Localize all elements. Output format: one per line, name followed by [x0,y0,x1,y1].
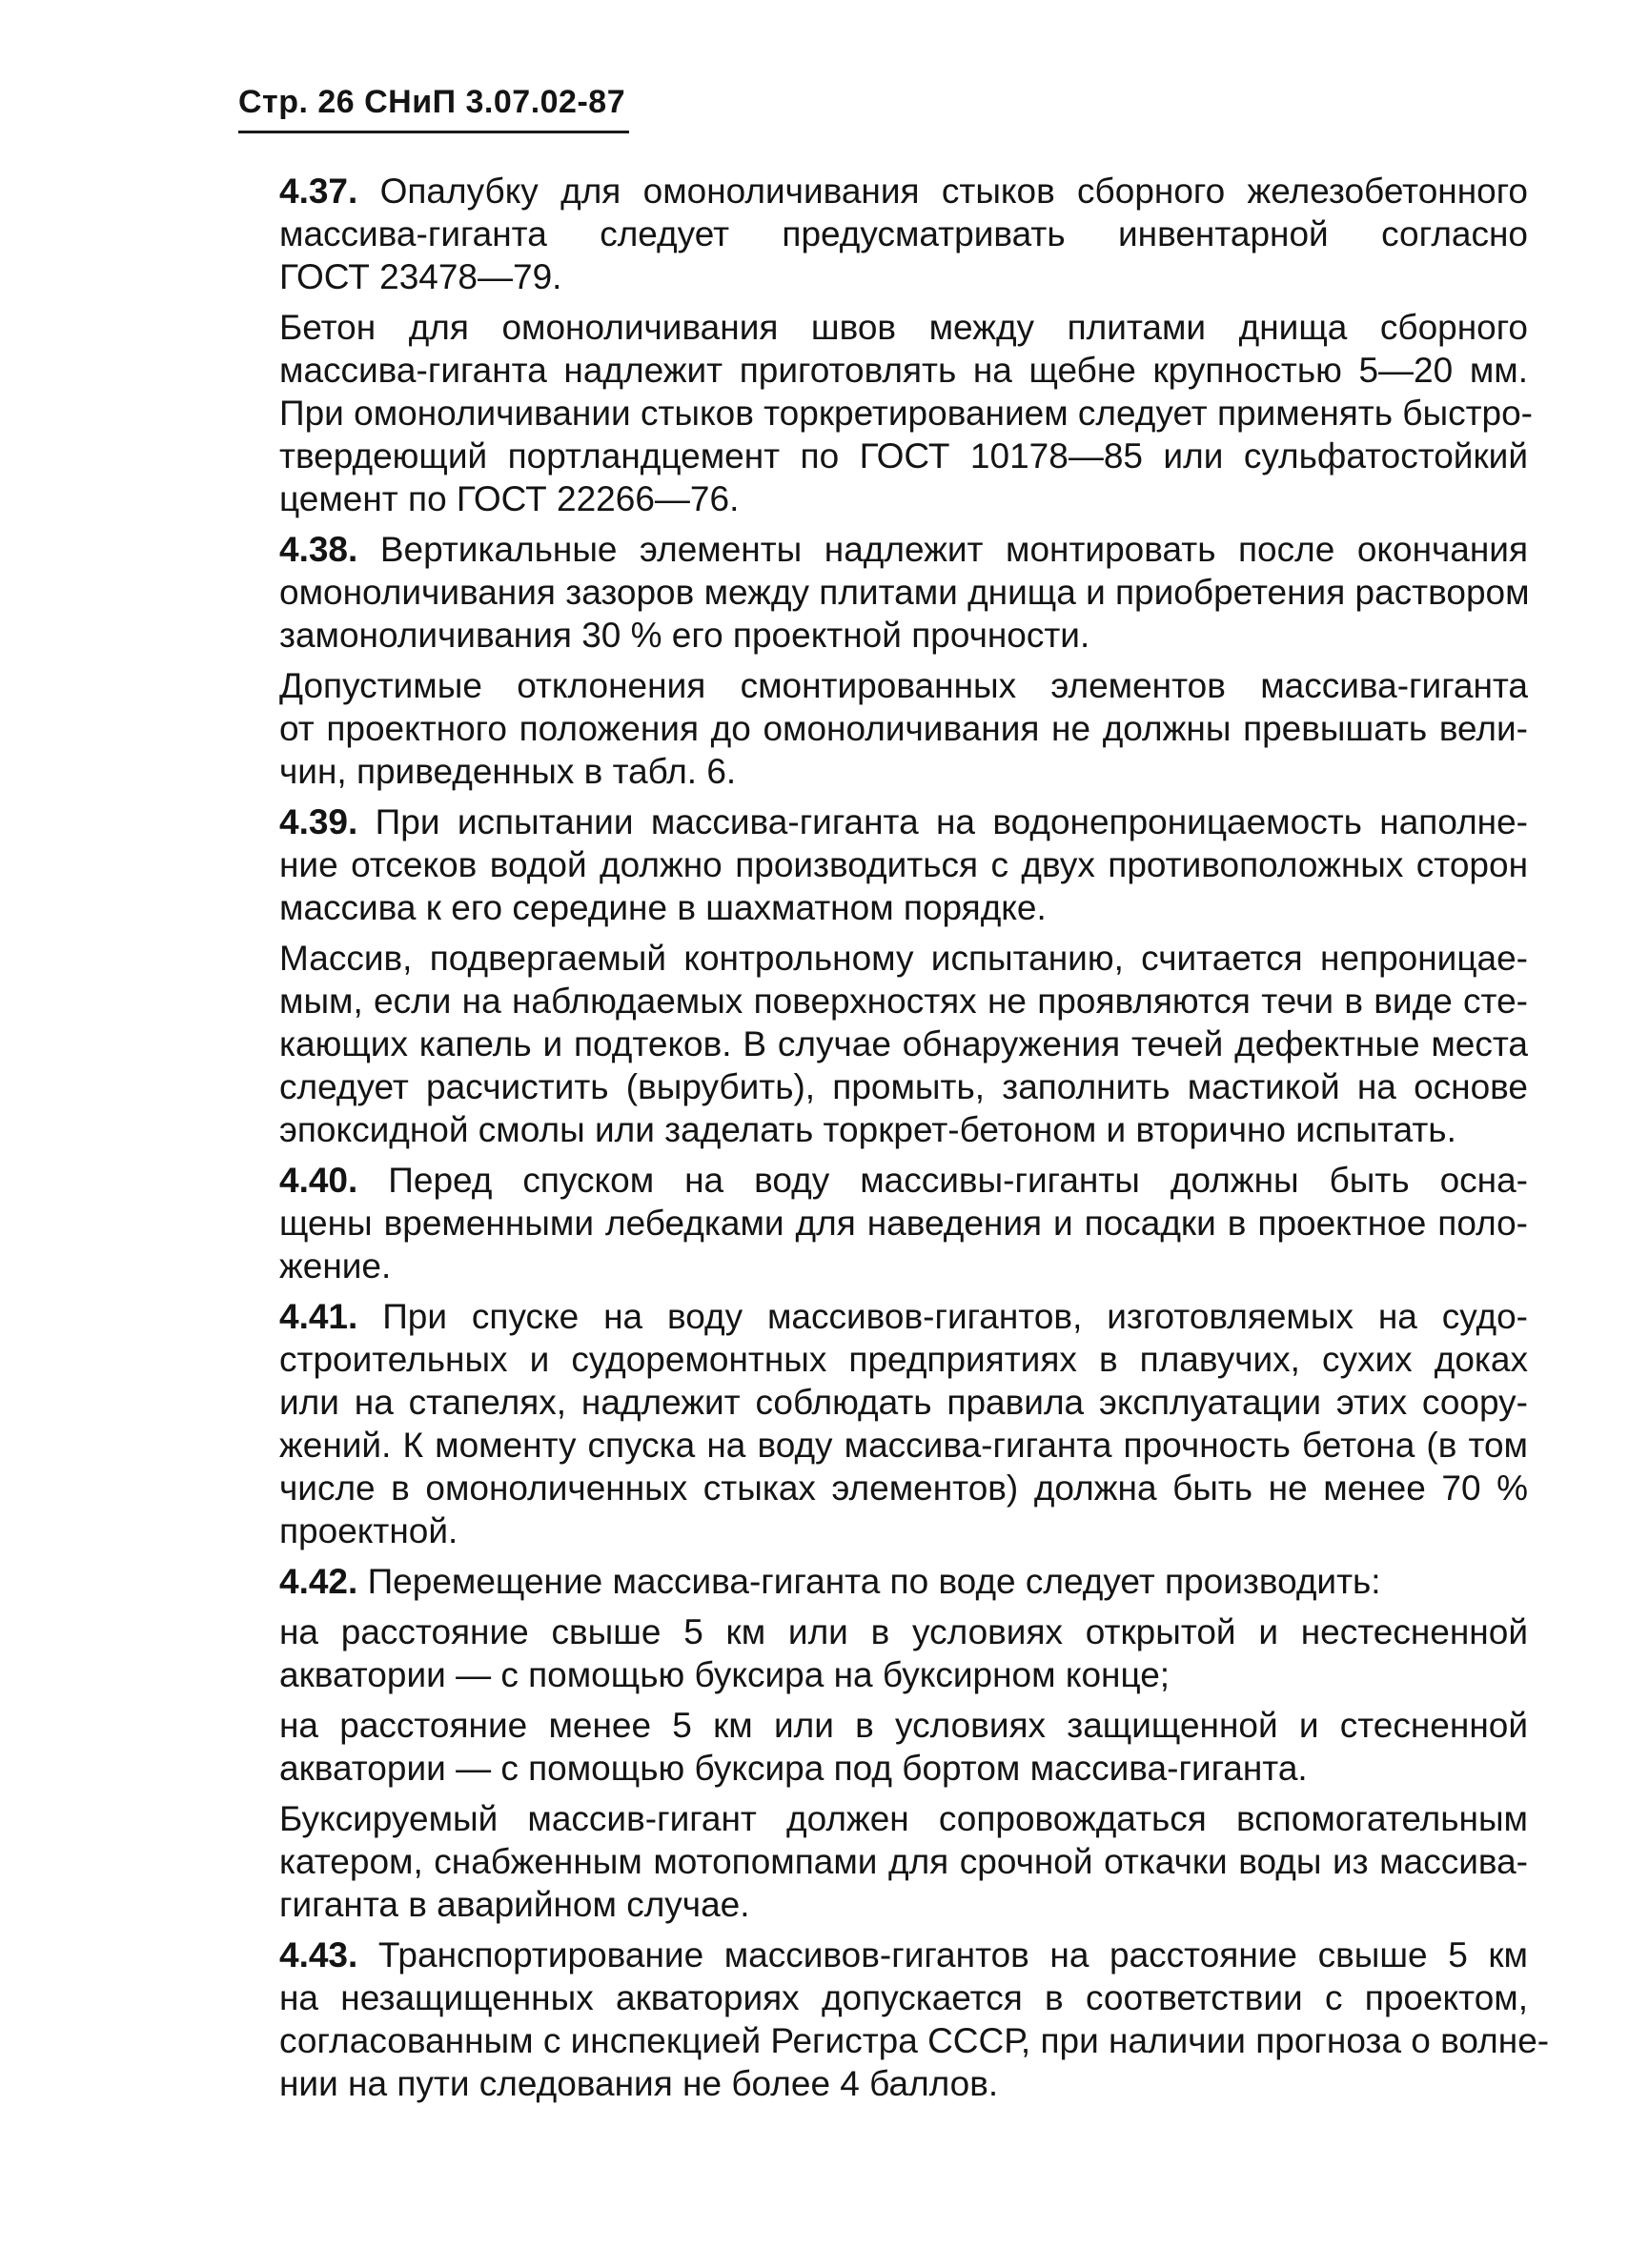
text-line [232,1509,1528,1552]
text-line [232,707,1528,750]
paragraph [232,1704,1528,1790]
line-text: массива-гиганта надлежит приготовлять на щебне крупностью 5—20 мм. [279,351,1528,390]
clause-number: 4.42. [279,1562,358,1601]
text-line [232,213,1528,255]
text-line [232,1381,1528,1424]
document-body [232,170,1550,2113]
line-text: Массив, подвергаемый контрольному испытанию, считается непроницае- [279,939,1528,978]
text-line [232,1883,1528,1926]
line-text: Вертикальные элементы надлежит монтировать после окончания [379,530,1528,569]
line-text: Допустимые отклонения смонтированных элементов массива-гиганта [279,666,1528,705]
line-text: массива-гиганта следует предусматривать инвентарной согласно [279,214,1528,253]
line-text: щены временными лебедками для наведения и посадки в проектное поло- [279,1204,1528,1243]
text-line [232,1653,1528,1696]
line-text: ние отсеков водой должно производиться с двух противоположных сторон [279,845,1528,884]
text-line [232,571,1528,614]
clause-paragraph [232,1934,1550,2105]
line-text: Транспортирование массивов-гигантов на расстояние свыше 5 км [377,1935,1528,1974]
line-text: от проектного положения до омоноличивания не должны превышать вели- [279,709,1528,748]
text-line [232,980,1528,1023]
text-line [232,1159,1528,1202]
paragraph [232,306,1533,520]
clause-paragraph [232,1295,1528,1552]
text-line [232,843,1528,886]
line-text: мым, если на наблюдаемых поверхностях не проявляются течи в виде сте- [279,982,1528,1021]
clause-paragraph [232,528,1528,657]
line-text: Бетон для омоноличивания швов между плитами днища сборного [279,308,1528,347]
text-line [232,435,1528,477]
page-header: Стр. 26 СНиП 3.07.02-87 [238,84,626,120]
text-line [232,1797,1528,1840]
text-line [232,306,1528,349]
text-line [232,886,1528,929]
line-text: согласованным с инспекцией Регистра СССР, при наличии прогноза о волне- [279,2021,1550,2060]
line-text: проектной. [279,1511,458,1550]
line-text: акватории — с помощью буксира на буксирном конце; [279,1655,1171,1694]
paragraph [232,1610,1528,1696]
text-line [232,1202,1528,1245]
line-text: замоноличивания 30 % его проектной прочности. [279,616,1090,655]
line-text: следует расчистить (вырубить), промыть, заполнить мастикой на основе [279,1067,1528,1106]
line-text: массива к его середине в шахматном порядке. [279,888,1047,927]
clause-paragraph [232,170,1528,298]
text-line [232,349,1528,392]
line-text: катером, снабженным мотопомпами для срочной откачки воды из массива- [279,1842,1528,1881]
header-underline [238,131,629,133]
clause-paragraph [232,1560,1528,1603]
line-text: кающих капель и подтеков. В случае обнаружения течей дефектные места [279,1024,1528,1063]
clause-paragraph [232,800,1528,929]
line-text: на расстояние менее 5 км или в условиях защищенной и стесненной [279,1706,1528,1745]
line-text: омоноличивания зазоров между плитами днища и приобретения раствором [279,573,1530,612]
text-line [232,170,1528,213]
text-line [232,528,1528,571]
line-text: гиганта в аварийном случае. [279,1885,750,1924]
text-line [232,1338,1528,1381]
line-text: эпоксидной смолы или заделать торкрет-бетоном и вторично испытать. [279,1110,1456,1149]
text-line [232,1295,1528,1338]
line-text: на незащищенных акваториях допускается в соответствии с проектом, [279,1978,1528,2017]
line-text: При испытании массива-гиганта на водонепроницаемость наполне- [375,802,1528,841]
text-line [232,1560,1528,1603]
text-line [232,477,1528,520]
line-text: чин, приведенных в табл. 6. [279,752,737,791]
text-line [232,1065,1528,1108]
clause-number: 4.41. [279,1297,358,1336]
text-line [232,750,1528,793]
paragraph [232,664,1528,793]
line-text: При омоноличивании стыков торкретированием следует применять быстро- [279,394,1533,433]
line-text: ГОСТ 23478—79. [279,257,562,296]
line-text: числе в омоноличенных стыках элементов) должна быть не менее 70 % [279,1468,1528,1508]
text-line [232,1245,1528,1287]
clause-number: 4.37. [279,172,358,211]
line-text: жение. [279,1246,392,1286]
line-text: При спуске на воду массивов-гигантов, изготовляемых на судо- [382,1297,1528,1336]
text-line [232,1840,1528,1883]
paragraph [232,937,1528,1151]
text-line [232,1023,1528,1065]
line-text: акватории — с помощью буксира под бортом массива-гиганта. [279,1749,1308,1788]
line-text: жений. К моменту спуска на воду массива-гиганта прочность бетона (в том [279,1426,1528,1465]
clause-number: 4.39. [279,802,358,841]
text-line [232,392,1533,435]
line-text: нии на пути следования не более 4 баллов. [279,2064,999,2103]
text-line [232,2019,1550,2062]
text-line [232,937,1528,980]
text-line [232,664,1528,707]
text-line [232,1467,1528,1509]
clause-number: 4.40. [279,1161,358,1200]
line-text: Буксируемый массив-гигант должен сопровождаться вспомогательным [279,1799,1528,1838]
line-text: Перед спуском на воду массивы-гиганты должны быть осна- [388,1161,1528,1200]
line-text: твердеющий портландцемент по ГОСТ 10178—85 или сульфатостойкий [279,436,1528,476]
paragraph [232,1797,1528,1926]
text-line [232,1108,1528,1151]
text-line [232,1610,1528,1653]
text-line [232,255,1528,298]
line-text: Опалубку для омоноличивания стыков сборного железобетонного [379,172,1528,211]
clause-paragraph [232,1159,1528,1287]
line-text: цемент по ГОСТ 22266—76. [279,479,740,518]
text-line [232,1704,1528,1747]
text-line [232,614,1528,657]
line-text: или на стапелях, надлежит соблюдать правила эксплуатации этих соору- [279,1383,1528,1422]
text-line [232,800,1528,843]
clause-number: 4.43. [279,1935,358,1974]
text-line [232,1424,1528,1467]
line-text: строительных и судоремонтных предприятиях в плавучих, сухих доках [279,1340,1528,1379]
text-line [232,2062,1528,2105]
text-line [232,1747,1528,1790]
text-line [232,1976,1528,2019]
text-line [232,1934,1528,1976]
clause-number: 4.38. [279,530,358,569]
line-text: Перемещение массива-гиганта по воде следует производить: [367,1562,1381,1601]
line-text: на расстояние свыше 5 км или в условиях открытой и нестесненной [279,1612,1528,1651]
